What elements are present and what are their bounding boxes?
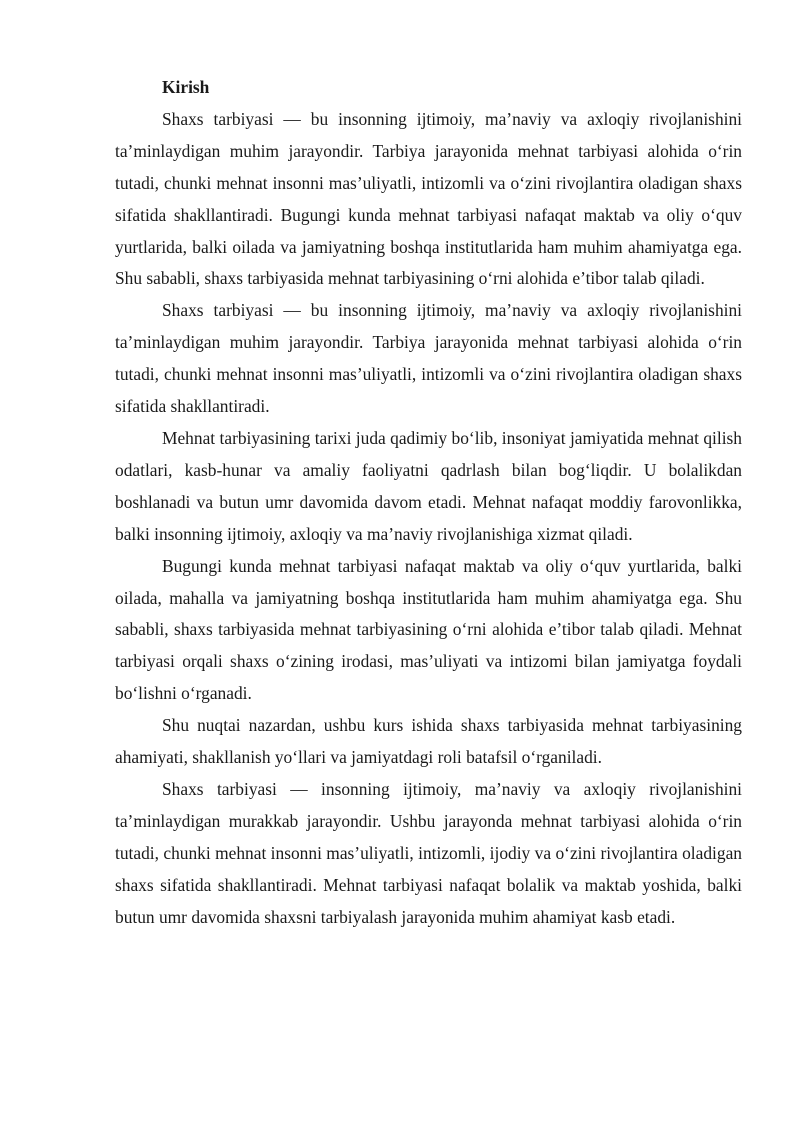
paragraph-6: Shaxs tarbiyasi — insonning ijtimoiy, ma’naviy va axloqiy rivojlanishini ta’minlaydigan murakkab jarayondir. Ushbu jarayonda mehnat tarbiyasi alohida o‘rin tutadi, chunki mehnat insonni mas’uliyatli, intizomli, ijodiy va o‘zini rivojlantira oladigan shaxs sifatida shakllantiradi. Mehnat tarbiyasi nafaqat bolalik va maktab yoshida, balki butun umr davomida shaxsni tarbiyalash jarayonida muhim ahamiyat kasb etadi. (115, 778, 742, 927)
paragraph-2: Shaxs tarbiyasi — bu insonning ijtimoiy, ma’naviy va axloqiy rivojlanishini ta’minlaydigan muhim jarayondir. Tarbiya jarayonida mehnat tarbiyasi alohida o‘rin tutadi, chunki mehnat insonni mas’uliyatli, intizomli va o‘zini rivojlantira oladigan shaxs sifatida shakllantiradi. (115, 300, 742, 417)
paragraph-1: Shaxs tarbiyasi — bu insonning ijtimoiy, ma’naviy va axloqiy rivojlanishini ta’minlaydigan muhim jarayondir. Tarbiya jarayonida mehnat tarbiyasi alohida o‘rin tutadi, chunki mehnat insonni mas’uliyatli, intizomli va o‘zini rivojlantira oladigan shaxs sifatida shakllantiradi. Bugungi kunda mehnat tarbiyasi nafaqat maktab va oliy o‘quv yurtlarida, balki oilada va jamiyatning boshqa institutlarida ham muhim ahamiyatga ega. Shu sababli, shaxs tarbiyasida mehnat tarbiyasining o‘rni alohida e’tibor talab qiladi. (115, 108, 742, 289)
paragraph-3: Mehnat tarbiyasining tarixi juda qadimiy bo‘lib, insoniyat jamiyatida mehnat qilish odatlari, kasb-hunar va amaliy faoliyatni qadrlash bilan bog‘liqdir. U bolalikdan boshlanadi va butun umr davomida davom etadi. Mehnat nafaqat moddiy farovonlikka, balki insonning ijtimoiy, axloqiy va ma’naviy rivojlanishiga xizmat qiladi. (115, 427, 742, 544)
paragraph-4: Bugungi kunda mehnat tarbiyasi nafaqat maktab va oliy o‘quv yurtlarida, balki oilada, mahalla va jamiyatning boshqa institutlarida ham muhim ahamiyatga ega. Shu sababli, shaxs tarbiyasida mehnat tarbiyasining o‘rni alohida e’tibor talab qiladi. Mehnat tarbiyasi orqali shaxs o‘zining irodasi, mas’uliyati va intizomi bilan jamiyatga foydali bo‘lishni o‘rganadi. (115, 555, 742, 704)
section-heading: Kirish (162, 77, 210, 97)
document-page (115, 72, 742, 933)
paragraph-5: Shu nuqtai nazardan, ushbu kurs ishida shaxs tarbiyasida mehnat tarbiyasining ahamiyati, shakllanish yo‘llari va jamiyatdagi roli batafsil o‘rganiladi. (115, 715, 742, 768)
